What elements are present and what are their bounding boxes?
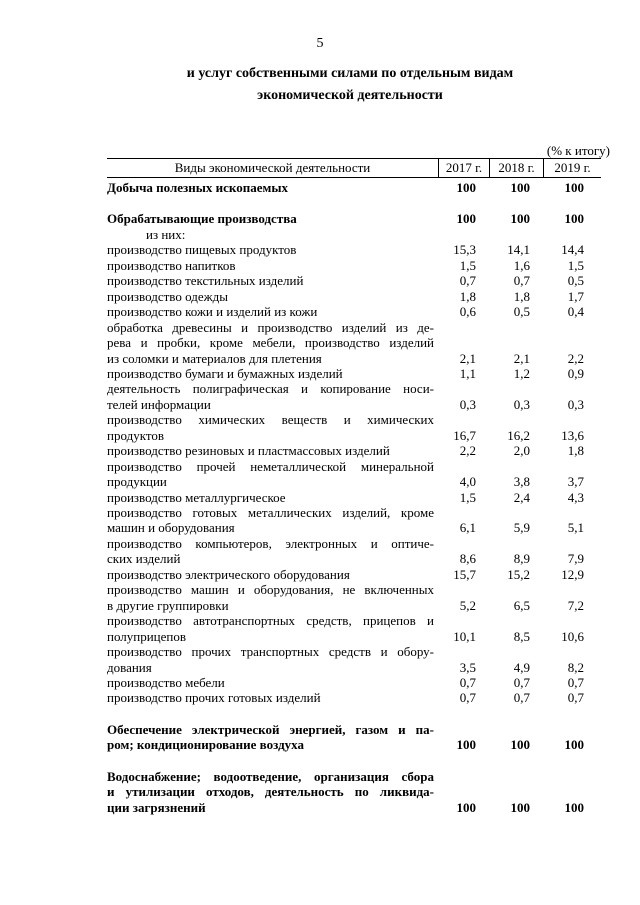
value-2017: 0,6	[459, 304, 476, 320]
row-label-line: производство напитков	[107, 257, 236, 273]
value-2018: 2,1	[513, 350, 530, 366]
row-label-line: производство текстильных изделий	[107, 273, 304, 289]
value-2018: 8,5	[513, 628, 530, 644]
row-label-line: ских изделий	[107, 551, 181, 567]
value-2017: 0,7	[459, 273, 476, 289]
value-2019: 0,7	[567, 690, 584, 706]
row-label-line: дования	[107, 659, 152, 675]
value-2017: 1,1	[459, 365, 476, 381]
row-label-line: производство прочих транспортных средств и обору-	[107, 644, 434, 660]
value-2017: 1,5	[459, 489, 476, 505]
value-2017: 15,7	[453, 566, 476, 582]
row-label-line: ром; кондиционирование воздуха	[107, 737, 305, 753]
row-label-line: продукции	[107, 474, 167, 490]
value-2018: 14,1	[507, 242, 530, 258]
page-number: 5	[316, 36, 324, 51]
row-label-line: производство бумаги и бумажных изделий	[107, 365, 343, 381]
row-label-line: из соломки и материалов для плетения	[107, 350, 322, 366]
title-line-1: и услуг собственными силами по отдельным видам	[186, 66, 514, 81]
value-2019: 1,5	[567, 257, 584, 273]
value-2019: 10,6	[561, 628, 584, 644]
value-2019: 4,3	[567, 489, 584, 505]
value-2019: 14,4	[561, 242, 584, 258]
title-line-2: экономической деятельности	[257, 88, 443, 103]
value-2019: 100	[564, 211, 584, 227]
value-2019: 2,2	[567, 350, 584, 366]
row-label-line: из них:	[146, 226, 186, 242]
row-label-line: производство машин и оборудования, не включенных	[107, 582, 434, 598]
row-label-line: производство прочей неметаллической минеральной	[107, 458, 434, 474]
value-2018: 100	[510, 737, 530, 753]
value-2019: 1,8	[567, 443, 584, 459]
value-2019: 5,1	[567, 520, 584, 536]
value-2018: 100	[510, 180, 530, 195]
value-2019: 12,9	[561, 566, 584, 582]
row-label-line: Добыча полезных ископаемых	[107, 180, 289, 195]
value-2017: 100	[456, 211, 476, 227]
value-2018: 1,2	[513, 365, 530, 381]
value-2018: 4,9	[513, 659, 530, 675]
value-2018: 0,7	[513, 690, 530, 706]
value-2018: 0,3	[513, 396, 530, 412]
table-header	[107, 158, 601, 178]
value-2018: 3,8	[513, 474, 530, 490]
row-label-line: продуктов	[107, 427, 164, 443]
value-2019: 0,4	[567, 304, 584, 320]
value-2018: 2,4	[513, 489, 530, 505]
value-2017: 8,6	[459, 551, 476, 567]
value-2018: 100	[510, 799, 530, 815]
unit-label: (% к итогу)	[546, 143, 610, 158]
row-label-line: производство металлургическое	[107, 489, 286, 505]
row-label-line: Обеспечение электрической энергией, газом и па-	[107, 721, 434, 737]
row-label-line: производство готовых металлических изделий, кроме	[107, 505, 434, 520]
value-2018: 1,6	[513, 257, 530, 273]
value-2019: 0,9	[567, 365, 584, 381]
header-activity: Виды экономической деятельности	[107, 159, 439, 177]
value-2019: 0,3	[567, 396, 584, 412]
value-2018: 5,9	[513, 520, 530, 536]
value-2017: 16,7	[453, 427, 476, 443]
value-2019: 7,9	[567, 551, 584, 567]
row-label-line: обработка древесины и производство изделий из де-	[107, 319, 434, 335]
value-2018: 6,5	[513, 597, 530, 613]
value-2019: 7,2	[567, 597, 584, 613]
value-2018: 2,0	[513, 443, 530, 459]
value-2017: 1,5	[459, 257, 476, 273]
row-label-line: рева и пробки, кроме мебели, производство изделий	[107, 335, 434, 351]
header-2018: 2018 г.	[490, 159, 544, 177]
header-2017: 2017 г.	[439, 159, 490, 177]
value-2019: 3,7	[567, 474, 584, 490]
row-label-line: производство химических веществ и химических	[107, 412, 434, 428]
row-label-line: в другие группировки	[107, 597, 229, 613]
value-2018: 15,2	[507, 566, 530, 582]
value-2017: 100	[456, 799, 476, 815]
value-2018: 0,7	[513, 674, 530, 690]
row-label-line: телей информации	[107, 396, 211, 412]
value-2017: 5,2	[459, 597, 476, 613]
value-2017: 0,3	[459, 396, 476, 412]
row-label-line: Обрабатывающие производства	[107, 211, 297, 227]
value-2018: 1,8	[513, 288, 530, 304]
row-label-line: полуприцепов	[107, 628, 187, 644]
row-label-line: производство электрического оборудования	[107, 566, 350, 582]
value-2019: 100	[564, 180, 584, 195]
row-label-line: Водоснабжение; водоотведение, организация сбора	[107, 768, 434, 784]
header-2019: 2019 г.	[554, 160, 591, 175]
value-2019: 0,7	[567, 674, 584, 690]
row-label-line: производство кожи и изделий из кожи	[107, 304, 318, 320]
row-label-line: производство автотранспортных средств, прицепов и	[107, 613, 434, 629]
row-label-line: деятельность полиграфическая и копирование носи-	[107, 381, 434, 397]
row-label-line: и утилизации отходов, деятельность по ликвида-	[107, 784, 434, 800]
row-label-line: производство мебели	[107, 674, 225, 690]
value-2018: 8,9	[513, 551, 530, 567]
value-2019: 0,5	[567, 273, 584, 289]
value-2017: 2,2	[459, 443, 476, 459]
row-label-line: производство одежды	[107, 288, 228, 304]
value-2017: 15,3	[453, 242, 476, 258]
value-2018: 0,7	[513, 273, 530, 289]
value-2019: 8,2	[567, 659, 584, 675]
value-2019: 1,7	[567, 288, 584, 304]
value-2017: 100	[456, 180, 476, 195]
row-label-line: машин и оборудования	[107, 520, 235, 536]
value-2017: 6,1	[459, 520, 476, 536]
value-2017: 3,5	[459, 659, 476, 675]
value-2017: 100	[456, 737, 476, 753]
value-2017: 10,1	[453, 628, 476, 644]
value-2019: 100	[564, 737, 584, 753]
value-2019: 13,6	[561, 427, 584, 443]
value-2018: 16,2	[507, 427, 530, 443]
value-2017: 0,7	[459, 690, 476, 706]
value-2017: 2,1	[459, 350, 476, 366]
value-2018: 100	[510, 211, 530, 227]
value-2019: 100	[564, 799, 584, 815]
row-label-line: производство компьютеров, электронных и оптиче-	[107, 535, 434, 551]
value-2017: 0,7	[459, 674, 476, 690]
value-2017: 1,8	[459, 288, 476, 304]
value-2018: 0,5	[513, 304, 530, 320]
row-label-line: производство прочих готовых изделий	[107, 690, 321, 706]
row-label-line: ции загрязнений	[107, 799, 206, 815]
row-label-line: производство резиновых и пластмассовых изделий	[107, 443, 390, 459]
value-2017: 4,0	[459, 474, 476, 490]
row-label-line: производство пищевых продуктов	[107, 242, 297, 258]
